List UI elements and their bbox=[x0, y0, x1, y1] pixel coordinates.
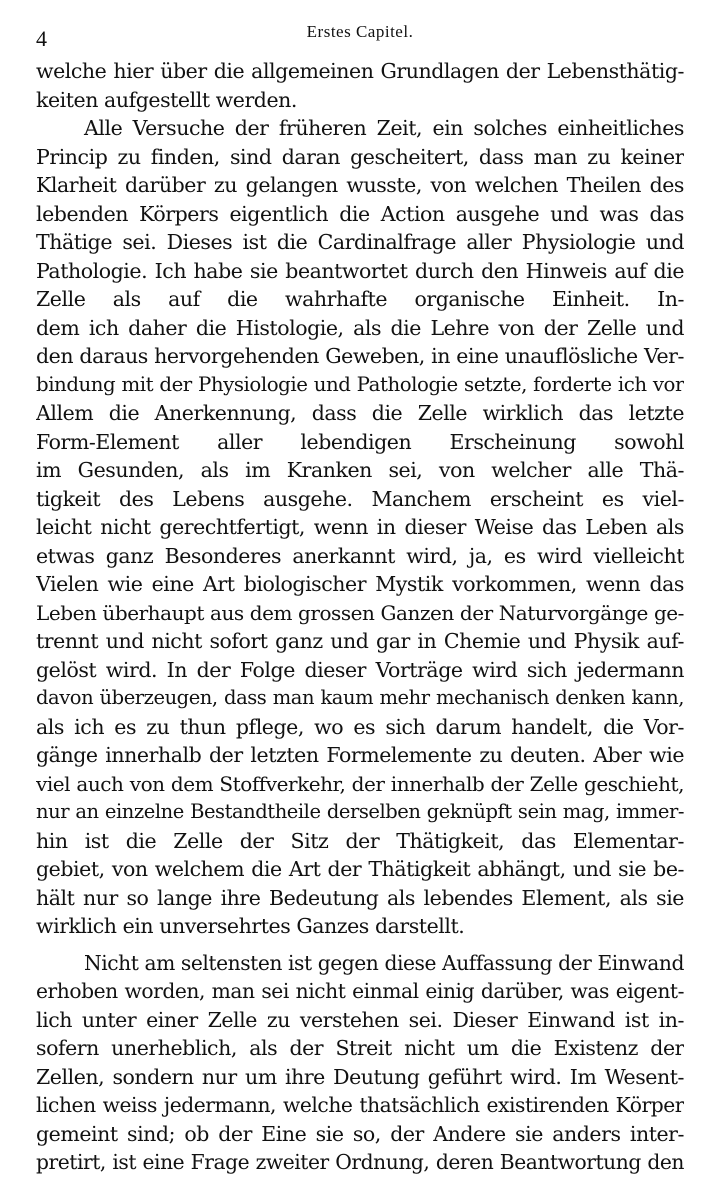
text-line: wirklich ein unversehrtes Ganzes darstellt. bbox=[36, 914, 465, 938]
text-line: lebenden Körpers eigentlich die Action ausgehe und was das bbox=[36, 201, 684, 226]
text-line: im Gesunden, als im Kranken sei, von welcher alle Thä- bbox=[36, 458, 684, 482]
text-line: leicht nicht gerechtfertigt, wenn in dieser Weise das Leben als bbox=[36, 515, 684, 539]
paragraph bbox=[36, 57, 684, 114]
text-line: tigkeit des Lebens ausgehe. Manchem erscheint es viel- bbox=[36, 486, 684, 511]
text-line: keiten aufgestellt werden. bbox=[36, 87, 297, 112]
text-line: gänge innerhalb der letzten Formelemente zu deuten. Aber wie bbox=[36, 743, 684, 767]
text-line: Alle Versuche der früheren Zeit, ein solches einheitliches bbox=[84, 116, 684, 140]
text-line: den daraus hervorgehenden Geweben, in eine unauflösliche Ver- bbox=[36, 344, 684, 368]
paragraph bbox=[36, 949, 684, 1177]
text-line: Nicht am seltensten ist gegen diese Auffassung der Einwand bbox=[84, 950, 684, 975]
text-line: gelöst wird. In der Folge dieser Vorträge wird sich jedermann bbox=[36, 657, 684, 682]
text-line: nur an einzelne Bestandtheile derselben geknüpft sein mag, immer- bbox=[36, 800, 684, 823]
text-line: Leben überhaupt aus dem grossen Ganzen der Naturvorgänge ge- bbox=[36, 600, 684, 625]
text-line: Pathologie. Ich habe sie beantwortet durch den Hinweis auf die bbox=[36, 258, 684, 283]
paragraph bbox=[36, 114, 684, 941]
text-line: lichen weiss jedermann, welche thatsächlich existirenden Körper bbox=[36, 1093, 684, 1117]
text-line: erhoben worden, man sei nicht einmal einig darüber, was eigent- bbox=[36, 979, 684, 1003]
text-line: als ich es zu thun pflege, wo es sich darum handelt, die Vor- bbox=[36, 714, 684, 739]
text-line: davon überzeugen, dass man kaum mehr mechanisch denken kann, bbox=[36, 686, 684, 709]
text-line: gemeint sind; ob der Eine sie so, der Andere sie anders inter- bbox=[36, 1121, 684, 1146]
text-line: bindung mit der Physiologie und Pathologie setzte, forderte ich vor bbox=[36, 372, 684, 396]
page-number: 4 bbox=[36, 26, 47, 51]
text-line: viel auch von dem Stoffverkehr, der innerhalb der Zelle geschieht, bbox=[36, 771, 684, 796]
text-line: Vielen wie eine Art biologischer Mystik vorkommen, wenn das bbox=[36, 572, 684, 596]
text-line: hin ist die Zelle der Sitz der Thätigkeit, das Elementar- bbox=[36, 828, 684, 853]
text-line: hält nur so lange ihre Bedeutung als lebendes Element, als sie bbox=[36, 885, 684, 910]
text-line: Klarheit darüber zu gelangen wusste, von welchen Theilen des bbox=[36, 173, 684, 197]
text-line: Zelle als auf die wahrhafte organische Einheit. In- bbox=[36, 287, 684, 311]
text-line: sofern unerheblich, als der Streit nicht um die Existenz der bbox=[36, 1036, 684, 1060]
text-line: lich unter einer Zelle zu verstehen sei. Dieser Einwand ist in- bbox=[36, 1007, 684, 1032]
paragraph-gap bbox=[36, 941, 684, 949]
text-line: Zellen, sondern nur um ihre Deutung geführt wird. Im Wesent- bbox=[36, 1064, 684, 1089]
text-line: welche hier über die allgemeinen Grundlagen der Lebensthätig- bbox=[36, 59, 684, 83]
text-line: trennt und nicht sofort ganz und gar in Chemie und Physik auf- bbox=[36, 629, 684, 653]
text-line: Form-Element aller lebendigen Erscheinung sowohl bbox=[36, 429, 684, 454]
body-text bbox=[36, 57, 684, 1177]
text-line: etwas ganz Besonderes anerkannt wird, ja, es wird vielleicht bbox=[36, 543, 684, 568]
page-header bbox=[36, 22, 684, 52]
text-line: Allem die Anerkennung, dass die Zelle wirklich das letzte bbox=[36, 401, 684, 425]
running-head: Erstes Capitel. bbox=[306, 22, 414, 41]
text-line: pretirt, ist eine Frage zweiter Ordnung, deren Beantwortung den bbox=[36, 1150, 684, 1174]
text-line: Princip zu finden, sind daran gescheitert, dass man zu keiner bbox=[36, 144, 684, 169]
text-line: dem ich daher die Histologie, als die Lehre von der Zelle und bbox=[36, 315, 684, 340]
text-line: Thätige sei. Dieses ist die Cardinalfrage aller Physiologie und bbox=[36, 230, 684, 254]
text-line: gebiet, von welchem die Art der Thätigkeit abhängt, und sie be- bbox=[36, 857, 684, 881]
